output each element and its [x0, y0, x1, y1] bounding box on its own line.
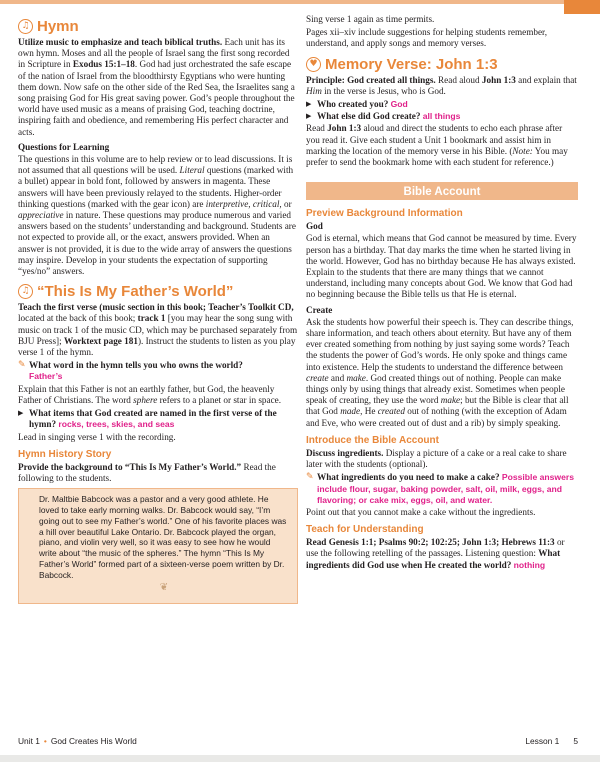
god-heading: God: [306, 221, 323, 232]
memory-title: Memory Verse: John 1:3: [325, 55, 498, 73]
ornament-icon: ❦: [159, 582, 169, 594]
corner-tab: [564, 0, 600, 14]
discuss-ingredients: Discuss ingredients. Display a picture of a cake or a real cake to share later with the students (optional).: [306, 447, 567, 470]
bullet-icon: ▶: [306, 112, 312, 121]
fathers-world-lead: Lead in singing verse 1 with the recording.: [18, 431, 176, 442]
bullet-icon: ▶: [306, 100, 312, 109]
point-out: Point out that you cannot make a cake without the ingredients.: [306, 506, 536, 517]
hymn-heading: [18, 18, 298, 35]
bible-account-banner: Bible Account: [306, 182, 578, 200]
bottom-margin: [0, 755, 600, 762]
sing-again: Sing verse 1 again as time permits.: [306, 14, 435, 24]
memory-principle: Principle: God created all things. Read aloud John 1:3 and explain that Him in the verse is Jesus, who is God.: [306, 74, 577, 96]
history-title: Hymn History Story: [18, 448, 112, 460]
history-story-box: [18, 488, 298, 604]
question-created-you: ▶ Who created you? God: [306, 99, 408, 110]
preview-title: Preview Background Information: [306, 208, 463, 220]
hymn-title: Hymn: [37, 18, 79, 35]
hymn-intro: Utilize music to emphasize and teach biblical truths. Each unit has its own hymn. Moses and all the people of Israel sang the first song recorded in Scripture in Exodus 15:1–18. God had just orchestrated the safe escape of the nation of Israel from the bloodthirsty Egyptians who were hunting them down. Now safe on the other side of the Red Sea, the Israelites sang a song praising God for His great saving power. God’s people throughout the world have used music as a means of praising God, teaching doctrine, inspiring faith and obedience, and remembering His perfect character and acts.: [18, 37, 295, 137]
introduce-title: Introduce the Bible Account: [306, 434, 439, 446]
teach-read: Read Genesis 1:1; Psalms 90:2; 102:25; John 1:3; Hebrews 11:3 or use the following retelling of the passages. Listening question: What ingredients did God use when He created the world? nothing: [306, 537, 565, 570]
page-footer: [18, 736, 578, 746]
gear-icon: ✎: [18, 360, 26, 371]
question-else-created: ▶ What else did God create? all things: [306, 111, 461, 122]
pages-note: Pages xii–xiv include suggestions for helping students remember, understand, and apply songs and memory verses.: [306, 27, 548, 49]
question-cake: ✎ What ingredients do you need to make a cake? Possible answers include flour, sugar, baking powder, salt, oil, milk, eggs, and flavoring; or cake mix, eggs, oil, and water.: [306, 472, 575, 505]
create-heading: Create: [306, 304, 333, 315]
heart-icon: ♥: [306, 57, 321, 72]
fathers-world-heading: [18, 283, 298, 300]
create-text: Ask the students how powerful their speech is. They can describe things, share information, and teach others about eternity. But have any of them ever created something from nothing by just saying some words? Teach the students the power of God’s words. He only spoke and things came into existence. Help the students to understand the difference between create and make. God created things out of nothing. People can make things only by using things that already exist. Sometimes when people speak of creating, they use the word make; but the Bible is clear that all that God made, He created out of nothing (with the exception of Adam and Eve, who were created out of dust and a rib) by simply speaking.: [306, 316, 574, 428]
left-column: [18, 14, 298, 604]
gear-icon: ✎: [306, 472, 314, 483]
history-provide: Provide the background to “This Is My Father’s World.” Read the following to the students.: [18, 461, 276, 483]
top-border: [0, 0, 600, 4]
fathers-world-title: “This Is My Father’s World”: [37, 283, 234, 301]
bullet-icon: ▶: [18, 409, 24, 418]
question-owner: ✎ What word in the hymn tells you who owns the world? Father’s: [18, 360, 243, 382]
questions-heading: Questions for Learning: [18, 141, 110, 152]
right-column: [306, 14, 578, 573]
history-story: Dr. Maltbie Babcock was a pastor and a very good athlete. He loved to take early morning walks. Dr. Babcock would say, “I’m going out to see my Father’s world.” One of his favorite places was a hill over beautiful Lake Ontario. Dr. Babcock played the organ, piano, and violin very well, so it was easy to see how he would write about “the music of the spheres.” The hymn “This Is My Father’s World” formed part of a sixteen-verse poem written by Dr. Babcock.: [39, 494, 287, 580]
question-items: ▶ What items that God created are named in the first verse of the hymn? rocks, trees, skies, and seas: [18, 408, 277, 430]
music-note-icon: ♫: [18, 284, 33, 299]
questions-text: The questions in this volume are to help review or to lead discussions. It is not assumed that all questions will be used. Literal questions (marked with a bullet) appear in bold font, followed by answers in magenta. These answers will have been previously relayed to the students. Higher-order thinking questions (marked with the gear icon) are interpretive, critical, or appreciative in nature. These questions may produce numerous and varied answers based on the students’ understanding and background. Students are not expected to provide all, or the exact, answers provided. When an answer is not provided, it is due to the wide array of answers the questions may inspire. Develop in your students the expectation of supporting “yes/no” answers.: [18, 154, 296, 277]
footer-lesson: Lesson 1 5: [525, 736, 578, 746]
fathers-world-teach: Teach the first verse (music section in this book; Teacher’s Toolkit CD, located at the back of this book; track 1 [you may hear the song sung with music on track 1 of the music CD, which may be purchased separately from BJU Press]; Worktext page 181). Instruct the students to listen as you play verse 1 of the hymn.: [18, 302, 298, 358]
god-text: God is eternal, which means that God cannot be measured by time. Every person has a birthday. That day marks the time when he started living in the world. However, God has no birthday because He has always existed. Explain to the students that there are many things that we cannot understand, including many concepts about God. We know that God had no beginning because the Bible tells us that He is eternal.: [306, 233, 577, 300]
music-note-icon: ♫: [18, 19, 33, 34]
teach-title: Teach for Understanding: [306, 524, 424, 536]
fathers-world-explain: Explain that this Father is not an earthly father, but God, the heavenly Father of Christians. The word sphere refers to a planet or star in space.: [18, 383, 282, 405]
memory-read: Read John 1:3 aloud and direct the students to echo each phrase after you read it. Give each student a Unit 1 bookmark and assist him in marking the location of the memory verse in his Bible. (Note: You may prefer to send the bookmark home with each student for reference.): [306, 123, 568, 168]
page-number: 5: [573, 736, 578, 746]
memory-heading: [306, 56, 578, 73]
footer-unit: Unit 1 • God Creates His World: [18, 736, 137, 746]
